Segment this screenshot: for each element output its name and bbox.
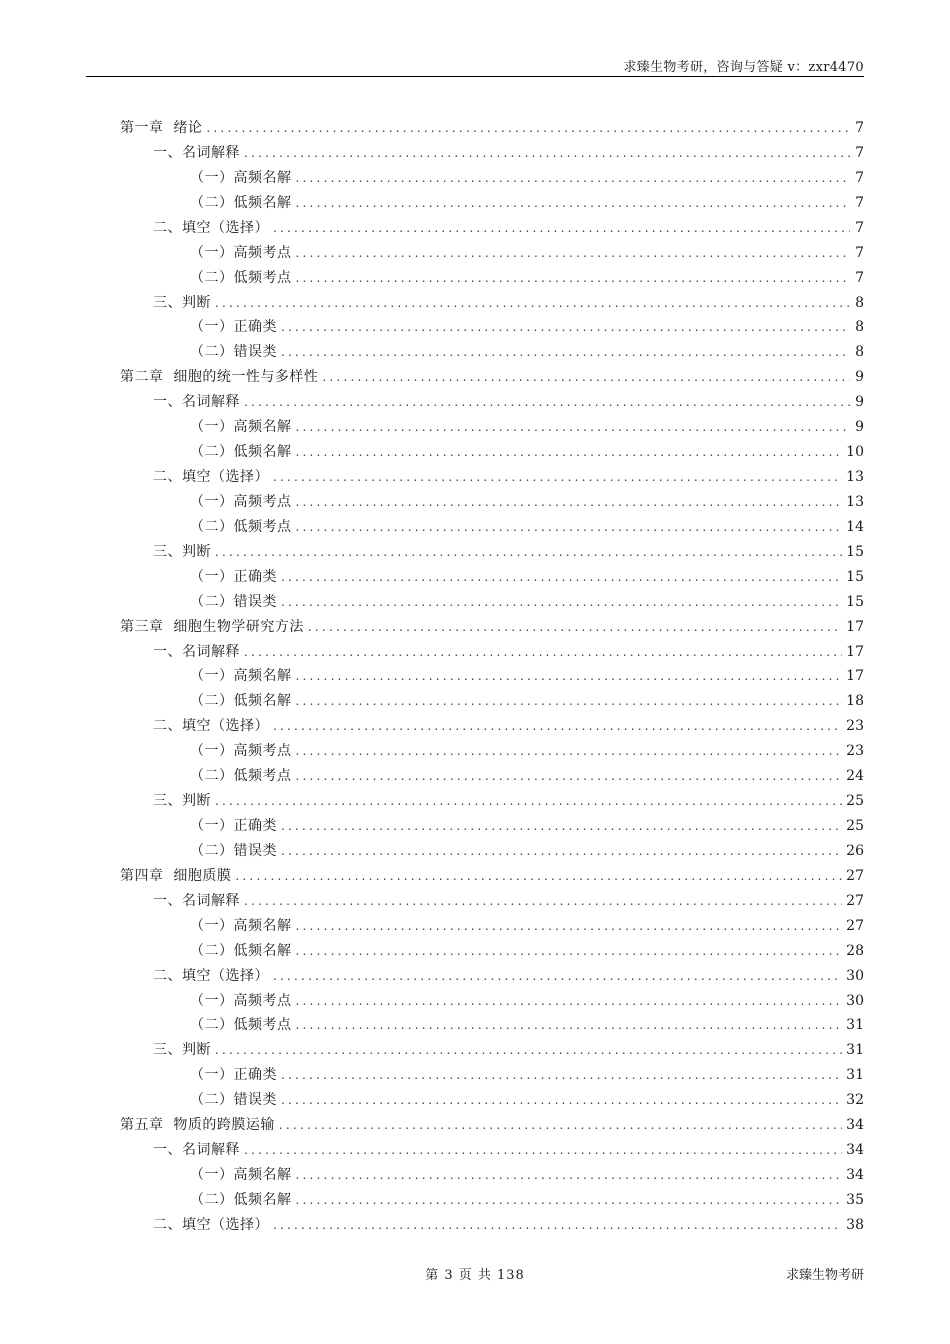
- toc-entry-page: 34: [846, 1167, 864, 1184]
- toc-entry-title: （二）错误类: [190, 1092, 277, 1109]
- toc-entry[interactable]: [190, 266, 864, 291]
- toc-entry-title: （二）错误类: [190, 593, 277, 610]
- toc-entry-page: 9: [855, 419, 864, 436]
- toc-entry[interactable]: [153, 465, 864, 490]
- toc-dot-leader: [281, 315, 850, 340]
- toc-dot-leader: [296, 191, 851, 216]
- toc-dot-leader: [281, 590, 842, 615]
- toc-entry-page: 38: [846, 1216, 864, 1233]
- toc-dot-leader: [308, 615, 842, 640]
- toc-entry-page: 10: [846, 444, 864, 461]
- toc-entry[interactable]: [190, 764, 864, 789]
- toc-entry[interactable]: [190, 315, 864, 340]
- toc-entry[interactable]: [153, 291, 864, 316]
- toc-dot-leader: [281, 340, 850, 365]
- toc-dot-leader: [281, 565, 842, 590]
- toc-entry-page: 7: [855, 120, 864, 136]
- toc-entry-page: 13: [846, 493, 864, 510]
- toc-entry-page: 27: [846, 867, 864, 884]
- toc-entry-page: 35: [846, 1191, 864, 1208]
- toc-entry-page: 8: [855, 319, 864, 336]
- toc-entry-title: 三、判断: [153, 543, 211, 560]
- toc-entry-title: （一）高频考点: [190, 493, 292, 510]
- toc-entry[interactable]: [190, 739, 864, 764]
- toc-entry-title: （二）低频名解: [190, 444, 292, 461]
- toc-entry-page: 7: [855, 219, 864, 236]
- toc-dot-leader: [279, 1113, 842, 1138]
- toc-entry-title: （二）低频考点: [190, 768, 292, 785]
- toc-dot-leader: [296, 515, 843, 540]
- toc-entry-title: 二、填空（选择）: [153, 469, 269, 486]
- toc-entry-title: 一、名词解释: [153, 892, 240, 909]
- toc-entry-page: 23: [846, 743, 864, 760]
- toc-entry-page: 23: [846, 718, 864, 735]
- toc-entry[interactable]: [120, 365, 864, 390]
- toc-entry[interactable]: [153, 964, 864, 989]
- toc-entry-page: 14: [846, 518, 864, 535]
- toc-entry-title: 三、判断: [153, 294, 211, 311]
- toc-entry-page: 30: [846, 992, 864, 1009]
- toc-entry-page: 15: [846, 568, 864, 585]
- toc-entry-title: （一）正确类: [190, 1067, 277, 1084]
- toc-dot-leader: [244, 640, 842, 665]
- toc-entry-page: 7: [855, 169, 864, 186]
- toc-entry-title: （一）高频名解: [190, 1167, 292, 1184]
- toc-entry[interactable]: [190, 565, 864, 590]
- toc-entry[interactable]: [190, 689, 864, 714]
- toc-dot-leader: [244, 390, 850, 415]
- toc-entry-title: （一）正确类: [190, 319, 277, 336]
- toc-dot-leader: [281, 839, 842, 864]
- toc-entry-page: 8: [855, 344, 864, 361]
- toc-entry[interactable]: [190, 1188, 864, 1213]
- toc-entry-page: 31: [846, 1017, 864, 1034]
- toc-entry[interactable]: [190, 1063, 864, 1088]
- toc-entry-title: 第三章 细胞生物学研究方法: [120, 618, 304, 635]
- toc-entry-title: （一）高频名解: [190, 917, 292, 934]
- toc-entry-title: 二、填空（选择）: [153, 967, 269, 984]
- toc-dot-leader: [296, 166, 851, 191]
- toc-entry[interactable]: [153, 216, 864, 241]
- toc-entry[interactable]: [190, 1013, 864, 1038]
- toc-entry-page: 25: [846, 793, 864, 810]
- toc-dot-leader: [206, 116, 850, 141]
- toc-entry-title: （二）低频名解: [190, 194, 292, 211]
- toc-entry[interactable]: [190, 664, 864, 689]
- toc-entry[interactable]: [120, 615, 864, 640]
- page-header: [86, 54, 864, 77]
- toc-entry[interactable]: [153, 714, 864, 739]
- toc-entry-title: （一）高频名解: [190, 419, 292, 436]
- toc-entry-page: 18: [846, 693, 864, 710]
- footer-brand: 求臻生物考研: [785, 1268, 864, 1283]
- toc-entry-title: 一、名词解释: [153, 394, 240, 411]
- toc-dot-leader: [273, 465, 842, 490]
- toc-entry[interactable]: [190, 440, 864, 465]
- toc-entry-page: 7: [855, 244, 864, 261]
- toc-entry[interactable]: [190, 166, 864, 191]
- toc-entry-page: 8: [855, 294, 864, 311]
- toc-entry-title: 一、名词解释: [153, 643, 240, 660]
- toc-dot-leader: [281, 1088, 842, 1113]
- toc-entry-page: 31: [846, 1067, 864, 1084]
- toc-entry[interactable]: [190, 939, 864, 964]
- toc-entry-title: （二）错误类: [190, 344, 277, 361]
- toc-dot-leader: [273, 714, 842, 739]
- toc-dot-leader: [273, 964, 842, 989]
- toc-entry-page: 17: [846, 618, 864, 635]
- toc-entry[interactable]: [190, 241, 864, 266]
- toc-entry[interactable]: [190, 839, 864, 864]
- toc-entry[interactable]: [190, 814, 864, 839]
- toc-entry-page: 9: [855, 394, 864, 411]
- toc-entry-title: 一、名词解释: [153, 144, 240, 161]
- toc-entry-title: （一）高频考点: [190, 743, 292, 760]
- toc-entry[interactable]: [153, 540, 864, 565]
- toc-entry-title: 三、判断: [153, 1042, 211, 1059]
- header-text: 求臻生物考研，咨询与答疑 v：zxr4470: [623, 60, 864, 75]
- toc-entry[interactable]: [153, 889, 864, 914]
- toc-entry-page: 24: [846, 768, 864, 785]
- toc-dot-leader: [215, 291, 850, 316]
- toc-entry-title: 第四章 细胞质膜: [120, 867, 232, 884]
- toc-entry-page: 25: [846, 818, 864, 835]
- toc-entry-title: （二）低频名解: [190, 693, 292, 710]
- toc-dot-leader: [296, 490, 843, 515]
- toc-entry-page: 17: [846, 668, 864, 685]
- toc-entry-title: （一）高频名解: [190, 169, 292, 186]
- toc-entry-title: 第二章 细胞的统一性与多样性: [120, 369, 319, 386]
- toc-entry-title: （二）低频名解: [190, 1191, 292, 1208]
- toc-entry-page: 34: [846, 1142, 864, 1159]
- toc-dot-leader: [296, 764, 843, 789]
- toc-entry-page: 32: [846, 1092, 864, 1109]
- toc-entry[interactable]: [153, 1038, 864, 1063]
- toc-dot-leader: [322, 365, 850, 390]
- toc-entry-title: （一）高频考点: [190, 992, 292, 1009]
- toc-dot-leader: [273, 1213, 842, 1238]
- toc-entry-title: （一）正确类: [190, 818, 277, 835]
- toc-entry-page: 7: [855, 194, 864, 211]
- toc-entry[interactable]: [190, 1088, 864, 1113]
- toc-entry[interactable]: [190, 1163, 864, 1188]
- toc-entry[interactable]: [190, 415, 864, 440]
- toc-dot-leader: [281, 814, 842, 839]
- toc-entry[interactable]: [190, 340, 864, 365]
- toc-dot-leader: [296, 266, 851, 291]
- toc-dot-leader: [244, 141, 850, 166]
- toc-dot-leader: [296, 1188, 843, 1213]
- toc-entry[interactable]: [120, 1113, 864, 1138]
- toc-entry-page: 26: [846, 842, 864, 859]
- toc-entry-page: 13: [846, 469, 864, 486]
- toc-entry[interactable]: [153, 390, 864, 415]
- page-number: 第 3 页 共 138: [425, 1268, 525, 1283]
- toc-entry-page: 7: [855, 269, 864, 286]
- toc-entry[interactable]: [190, 914, 864, 939]
- toc-entry-page: 34: [846, 1117, 864, 1134]
- toc-dot-leader: [296, 1013, 843, 1038]
- toc-entry-page: 17: [846, 643, 864, 660]
- toc-entry-title: 二、填空（选择）: [153, 219, 269, 236]
- toc-entry-title: 二、填空（选择）: [153, 718, 269, 735]
- toc-dot-leader: [235, 864, 842, 889]
- toc-dot-leader: [296, 1163, 843, 1188]
- toc-entry-page: 28: [846, 942, 864, 959]
- toc-entry[interactable]: [120, 864, 864, 889]
- toc-dot-leader: [296, 241, 851, 266]
- toc-entry-title: 三、判断: [153, 793, 211, 810]
- toc-entry[interactable]: [190, 515, 864, 540]
- toc-dot-leader: [273, 216, 850, 241]
- toc-entry[interactable]: [190, 590, 864, 615]
- toc-entry-title: 一、名词解释: [153, 1142, 240, 1159]
- toc-entry-page: 9: [855, 369, 864, 386]
- toc-dot-leader: [296, 689, 843, 714]
- toc-entry[interactable]: [153, 1138, 864, 1163]
- toc-dot-leader: [296, 914, 843, 939]
- toc-entry[interactable]: [153, 789, 864, 814]
- toc-entry-title: （一）正确类: [190, 568, 277, 585]
- toc-entry-page: 15: [846, 593, 864, 610]
- toc-dot-leader: [215, 1038, 842, 1063]
- toc-entry[interactable]: [190, 490, 864, 515]
- toc-dot-leader: [244, 889, 842, 914]
- toc-entry-title: （二）低频考点: [190, 269, 292, 286]
- toc-entry[interactable]: [190, 191, 864, 216]
- toc-entry-title: （二）错误类: [190, 842, 277, 859]
- toc-entry-title: （一）高频名解: [190, 668, 292, 685]
- toc-entry[interactable]: [120, 116, 864, 141]
- toc-entry[interactable]: [153, 141, 864, 166]
- toc-entry-title: 第五章 物质的跨膜运输: [120, 1117, 275, 1134]
- toc-entry-title: （二）低频考点: [190, 1017, 292, 1034]
- toc-dot-leader: [296, 739, 843, 764]
- toc-entry-page: 7: [855, 144, 864, 161]
- toc-dot-leader: [296, 664, 843, 689]
- toc-entry[interactable]: [153, 640, 864, 665]
- toc-entry-page: 31: [846, 1042, 864, 1059]
- toc-entry-title: （一）高频考点: [190, 244, 292, 261]
- toc-dot-leader: [296, 415, 851, 440]
- toc-dot-leader: [296, 989, 843, 1014]
- toc-entry-page: 30: [846, 967, 864, 984]
- toc-entry[interactable]: [153, 1213, 864, 1238]
- toc-entry-title: 第一章 绪论: [120, 120, 203, 136]
- toc-dot-leader: [281, 1063, 842, 1088]
- toc-entry-title: （二）低频考点: [190, 518, 292, 535]
- toc-entry-page: 27: [846, 892, 864, 909]
- toc-dot-leader: [244, 1138, 842, 1163]
- toc-dot-leader: [215, 540, 842, 565]
- toc-dot-leader: [296, 939, 843, 964]
- toc-entry-page: 15: [846, 543, 864, 560]
- toc-entry[interactable]: [190, 989, 864, 1014]
- toc-dot-leader: [296, 440, 843, 465]
- toc-entry-title: 二、填空（选择）: [153, 1216, 269, 1233]
- toc-entry-title: （二）低频名解: [190, 942, 292, 959]
- toc-dot-leader: [215, 789, 842, 814]
- toc-entry-page: 27: [846, 917, 864, 934]
